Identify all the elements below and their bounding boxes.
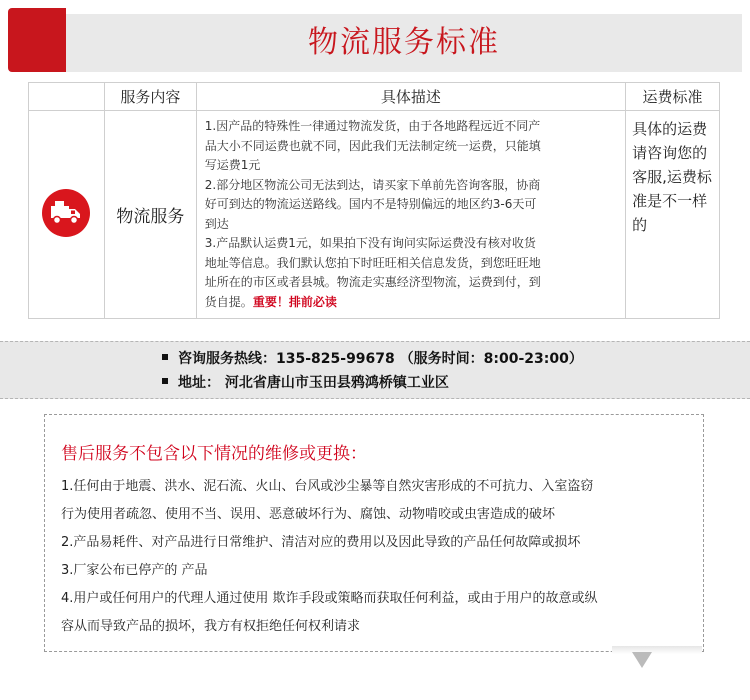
aftersales-card [44,414,704,652]
delivery-truck-icon [42,189,90,237]
service-description [196,111,625,319]
header-red-block [8,8,66,72]
description-line: 到达 [204,216,229,231]
contact-band [0,341,750,399]
fee-standard [626,111,720,319]
list-item: 2.产品易耗件、对产品进行日常维护、清洁对应的费用以及因此导致的产品任何故障或损坏 [61,535,581,550]
hotline-text: 咨询服务热线：135-825-99678 （服务时间：8:00-23:00） [178,351,583,367]
list-item: 行为使用者疏忽、使用不当、误用、恶意破坏行为、腐蚀、动物啃咬或虫害造成的破坏 [61,507,556,522]
list-item: 3.厂家公布已停产的 产品 [61,563,208,578]
shipping-table [28,82,720,319]
description-line: 址所在的市区或者县城。物流走实惠经济型物流，运费到付，到 [204,275,541,289]
description-line: 品大小不同运费也就不同，因此我们无法制定统一运费，只能填 [204,138,541,153]
description-line: 3.产品默认运费1元，如果拍下没有询问实际运费没有核对收货 [204,236,536,250]
fee-line: 请咨询您的 [632,144,708,162]
table-header-row [29,83,720,111]
description-line: 1.因产品的特殊性一律通过物流发货，由于各地路程远近不同产 [204,119,541,133]
page-header [8,8,742,72]
description-last-line: 货自提。 [204,294,253,309]
fee-line: 准是不一样的 [632,192,708,234]
aftersales-heading: 售后服务不包含以下情况的维修或更换： [61,444,367,464]
list-item: 容从而导致产品的损坏，我方有权拒绝任何权利请求 [61,619,361,634]
table-row [29,111,720,319]
aftersales-list [61,473,697,641]
list-item: 4.用户或任何用户的代理人通过使用 欺诈手段或策略而获取任何利益，或由于用户的故意或纵 [61,591,598,606]
description-line [205,293,617,313]
fee-line: 客服,运费标 [632,168,712,186]
card-corner-fold [632,652,652,668]
service-name: 物流服务 [104,111,196,319]
bullet-icon [162,378,168,384]
description-line: 好可到达的物流运送路线。国内不是特别偏远的地区约3-6天可 [204,197,537,211]
description-line: 地址等信息。我们默认您拍下时旺旺相关信息发货，到您旺旺地 [204,255,541,270]
description-warning: 重要！排前必读 [252,294,337,309]
card-corner-shade [612,646,702,654]
header-blank [29,83,105,111]
description-line: 2.部分地区物流公司无法到达，请买家下单前先咨询客服，协商 [204,177,541,192]
header-service: 服务内容 [104,83,196,111]
fee-line: 具体的运费 [632,120,708,138]
header-description: 具体描述 [196,83,625,111]
page-title: 物流服务标准 [308,25,500,60]
description-line: 写运费1元 [204,158,261,172]
list-item: 1.任何由于地震、洪水、泥石流、火山、台风或沙尘暴等自然灾害形成的不可抗力、入室盗窃 [61,479,594,494]
hotline-line [162,348,583,368]
icon-cell [29,111,105,319]
address-text: 地址： 河北省唐山市玉田县鸦鸿桥镇工业区 [178,375,449,391]
address-line [162,372,449,392]
header-fee: 运费标准 [626,83,720,111]
bullet-icon [162,354,168,360]
